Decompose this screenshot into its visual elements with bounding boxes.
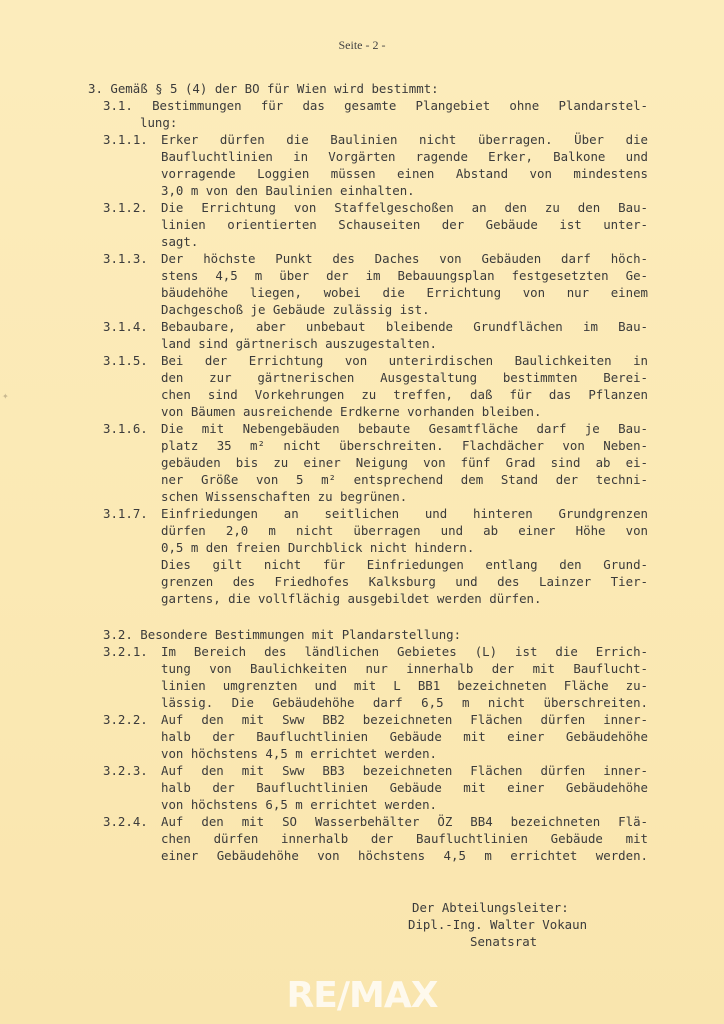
paragraph-line: chen sind Vorkehrungen zu treffen, daß für das Pflanzen [161,387,648,402]
subsection-heading: lung: [140,115,178,130]
item-number: 3.1.3. [103,251,148,266]
paragraph-line: den zur gärtnerischen Ausgestaltung bestimmten Berei- [161,370,648,385]
paragraph-line: halb der Baufluchtlinien Gebäude mit einer Gebäudehöhe [161,729,648,744]
paragraph-line: halb der Baufluchtlinien Gebäude mit einer Gebäudehöhe [161,780,648,795]
paragraph-line: dürfen 2,0 m nicht überragen und ab einer Höhe von [161,523,648,538]
watermark-logo: RE/MAX [286,975,438,1016]
paragraph-line: Erker dürfen die Baulinien nicht überragen. Über die [161,132,648,147]
item-number: 3.1.4. [103,319,148,334]
signature-name: Dipl.-Ing. Walter Vokaun [408,917,588,932]
paragraph-line: 3,0 m von den Baulinien einhalten. [161,183,415,198]
paragraph-line: grenzen des Friedhofes Kalksburg und des Lainzer Tier- [161,574,648,589]
subsection-heading: 3.2. Besondere Bestimmungen mit Plandarstellung: [103,627,462,642]
paragraph-line: von höchstens 6,5 m errichtet werden. [161,797,438,812]
paragraph-line: von höchstens 4,5 m errichtet werden. [161,746,438,761]
paragraph-line: Auf den mit Sww BB3 bezeichneten Flächen dürfen inner- [161,763,648,778]
paragraph-line: gartens, die vollflächig ausgebildet werden dürfen. [161,591,542,606]
item-number: 3.2.4. [103,814,148,829]
paragraph-line: Baufluchtlinien in Vorgärten ragende Erker, Balkone und [161,149,648,164]
paragraph-line: Bebaubare, aber unbebaut bleibende Grundflächen im Bau- [161,319,648,334]
item-number: 3.2.3. [103,763,148,778]
paragraph-line: chen dürfen innerhalb der Baufluchtlinien Gebäude mit [161,831,648,846]
page-number-header: Seite - 2 - [338,38,386,52]
paragraph-line: Die mit Nebengebäuden bebaute Gesamtfläche darf je Bau- [161,421,648,436]
paragraph-line: einer Gebäudehöhe von höchstens 4,5 m errichtet werden. [161,848,648,863]
paragraph-line: Der höchste Punkt des Daches von Gebäuden darf höch- [161,251,648,266]
signature-title: Der Abteilungsleiter: [412,900,569,915]
paragraph-line: Im Bereich des ländlichen Gebietes (L) ist die Errich- [161,644,648,659]
paragraph-line: schen Wissenschaften zu begrünen. [161,489,408,504]
paragraph-line: stens 4,5 m über der im Bebauungsplan festgesetzten Ge- [161,268,648,283]
item-number: 3.1.7. [103,506,148,521]
section-heading: 3. Gemäß § 5 (4) der BO für Wien wird bestimmt: [88,81,439,96]
item-number: 3.2.1. [103,644,148,659]
paragraph-line: land sind gärtnerisch auszugestalten. [161,336,438,351]
paragraph-line: ner Größe von 5 m² entsprechend dem Stand der techni- [161,472,648,487]
paragraph-line: Bei der Errichtung von unterirdischen Baulichkeiten in [161,353,648,368]
item-number: 3.1.5. [103,353,148,368]
paragraph-line: Die Errichtung von Staffelgeschoßen an den zu den Bau- [161,200,648,215]
item-number: 3.1.6. [103,421,148,436]
subsection-heading: 3.1. Bestimmungen für das gesamte Plangebiet ohne Plandarstel- [103,98,648,113]
paragraph-line: gebäuden bis zu einer Neigung von fünf Grad sind ab ei- [161,455,648,470]
paragraph-line: Auf den mit SO Wasserbehälter ÖZ BB4 bezeichneten Flä- [161,814,648,829]
paragraph-line: Dachgeschoß je Gebäude zulässig ist. [161,302,430,317]
paragraph-line: Auf den mit Sww BB2 bezeichneten Flächen dürfen inner- [161,712,648,727]
item-number: 3.1.1. [103,132,148,147]
item-number: 3.2.2. [103,712,148,727]
paragraph-line: sagt. [161,234,199,249]
paragraph-line: von Bäumen ausreichende Erdkerne vorhanden bleiben. [161,404,542,419]
paragraph-line: vorragende Loggien müssen einen Abstand von mindestens [161,166,648,181]
signature-rank: Senatsrat [470,934,538,949]
paragraph-line: 0,5 m den freien Durchblick nicht hindern. [161,540,475,555]
item-number: 3.1.2. [103,200,148,215]
paragraph-line: linien umgrenzten und mit L BB1 bezeichneten Fläche zu- [161,678,648,693]
paragraph-line: Einfriedungen an seitlichen und hinteren Grundgrenzen [161,506,648,521]
paragraph-line: Dies gilt nicht für Einfriedungen entlang den Grund- [161,557,648,572]
paragraph-line: bäudehöhe liegen, wobei die Errichtung von nur einem [161,285,648,300]
margin-mark: ✦ [2,392,9,401]
paragraph-line: platz 35 m² nicht überschreiten. Flachdächer von Neben- [161,438,648,453]
paragraph-line: tung von Baulichkeiten nur innerhalb der mit Bauflucht- [161,661,648,676]
paragraph-line: linien orientierten Schauseiten der Gebäude ist unter- [161,217,648,232]
paragraph-line: lässig. Die Gebäudehöhe darf 6,5 m nicht überschreiten. [161,695,648,710]
